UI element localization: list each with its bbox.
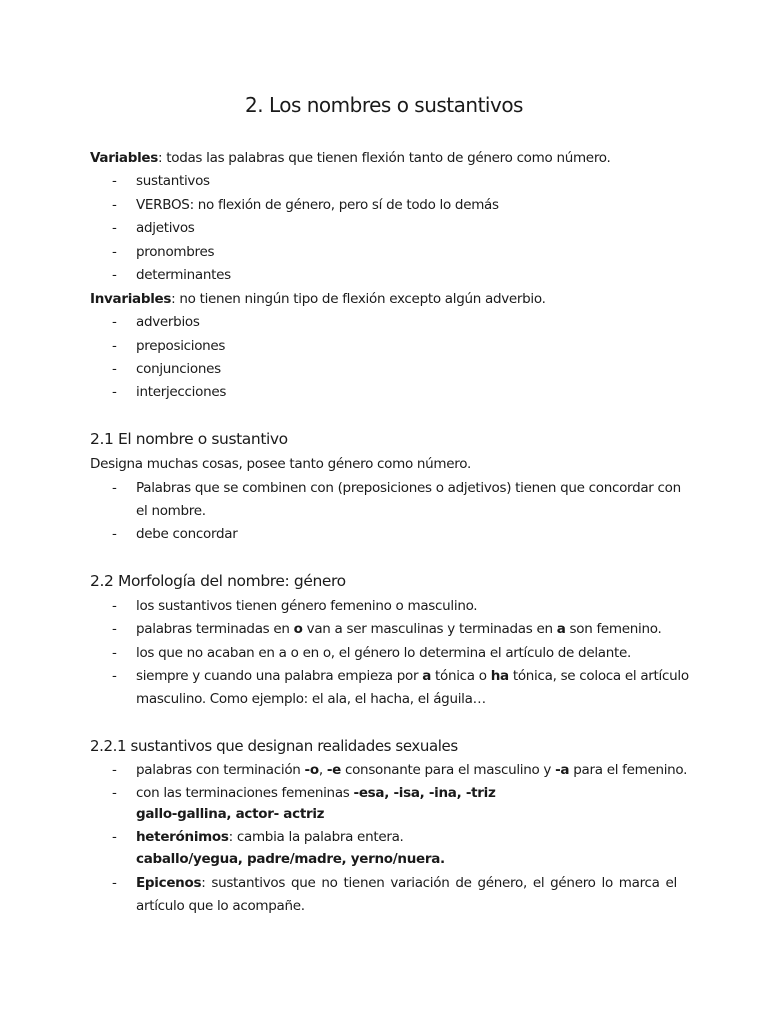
- bullet-dash: -: [112, 621, 117, 637]
- list-item: preposiciones: [136, 338, 226, 354]
- bullet-dash: -: [112, 267, 117, 283]
- variables-definition: [90, 150, 610, 166]
- variables-term: Variables: [90, 150, 158, 166]
- section-2-1-intro: Designa muchas cosas, posee tanto género como número.: [90, 456, 471, 472]
- list-item: [136, 668, 689, 684]
- bold-run: -o: [304, 762, 319, 778]
- list-item-continuation: masculino. Como ejemplo: el ala, el hacha, el águila…: [136, 691, 486, 707]
- bullet-dash: -: [112, 785, 117, 801]
- list-item: sustantivos: [136, 173, 210, 189]
- list-item-continuation: el nombre.: [136, 503, 206, 519]
- list-item: debe concordar: [136, 526, 238, 542]
- bold-run: caballo/yegua, padre/madre, yerno/nuera.: [136, 851, 445, 867]
- bullet-dash: -: [112, 338, 117, 354]
- section-heading-2-2-1: 2.2.1 sustantivos que designan realidades sexuales: [90, 737, 458, 755]
- invariables-term: Invariables: [90, 291, 172, 307]
- text-run: van a ser masculinas y terminadas en: [302, 621, 557, 637]
- bullet-dash: -: [112, 244, 117, 260]
- list-item: [136, 875, 677, 891]
- bullet-dash: -: [112, 314, 117, 330]
- bold-run: a: [556, 621, 566, 637]
- list-item: [136, 621, 661, 637]
- list-item: VERBOS: no flexión de género, pero sí de todo lo demás: [136, 197, 499, 213]
- bold-run: gallo-gallina, actor- actriz: [136, 806, 325, 822]
- list-item: conjunciones: [136, 361, 221, 377]
- bullet-dash: -: [112, 526, 117, 542]
- invariables-definition: [90, 291, 546, 307]
- list-item: adjetivos: [136, 220, 195, 236]
- list-item: pronombres: [136, 244, 215, 260]
- text-run: tónica o: [431, 668, 491, 684]
- bullet-dash: -: [112, 829, 117, 845]
- page-title: 2. Los nombres o sustantivos: [245, 93, 523, 117]
- bullet-dash: -: [112, 875, 117, 891]
- list-item: adverbios: [136, 314, 200, 330]
- text-run: palabras terminadas en: [136, 621, 294, 637]
- text-run: ,: [318, 762, 327, 778]
- list-item: [136, 829, 404, 845]
- section-heading-2-2: 2.2 Morfología del nombre: género: [90, 572, 346, 590]
- text-run: son femenino.: [565, 621, 662, 637]
- text-run: siempre y cuando una palabra empieza por: [136, 668, 423, 684]
- bullet-dash: -: [112, 668, 117, 684]
- text-run: : sustantivos que no tienen variación de género, el género lo marca el: [201, 875, 677, 891]
- text-run: consonante para el masculino y: [340, 762, 556, 778]
- bullet-dash: -: [112, 197, 117, 213]
- bullet-dash: -: [112, 598, 117, 614]
- bold-run: -e: [326, 762, 341, 778]
- text-run: : cambia la palabra entera.: [228, 829, 404, 845]
- list-item: Palabras que se combinen con (preposiciones o adjetivos) tienen que concordar con: [136, 480, 681, 496]
- bold-run: -a: [555, 762, 570, 778]
- bold-run: -esa, -isa, -ina, -triz: [353, 785, 496, 801]
- invariables-desc: : no tienen ningún tipo de flexión excepto algún adverbio.: [171, 291, 546, 307]
- bold-run: a: [422, 668, 432, 684]
- variables-desc: : todas las palabras que tienen flexión tanto de género como número.: [158, 150, 611, 166]
- bullet-dash: -: [112, 645, 117, 661]
- text-run: para el femenino.: [569, 762, 688, 778]
- bullet-dash: -: [112, 173, 117, 189]
- list-item: [136, 785, 496, 801]
- bold-run: o: [293, 621, 303, 637]
- section-heading-2-1: 2.1 El nombre o sustantivo: [90, 430, 288, 448]
- bold-run: heterónimos: [136, 829, 229, 845]
- list-item: los sustantivos tienen género femenino o masculino.: [136, 598, 478, 614]
- bullet-dash: -: [112, 762, 117, 778]
- text-run: palabras con terminación: [136, 762, 305, 778]
- list-item: interjecciones: [136, 384, 227, 400]
- text-run: tónica, se coloca el artículo: [508, 668, 689, 684]
- list-item: determinantes: [136, 267, 231, 283]
- bullet-dash: -: [112, 220, 117, 236]
- list-item-continuation: artículo que lo acompañe.: [136, 898, 305, 914]
- bold-run: ha: [490, 668, 509, 684]
- list-item: los que no acaban en a o en o, el género lo determina el artículo de delante.: [136, 645, 631, 661]
- bullet-dash: -: [112, 384, 117, 400]
- list-item: [136, 762, 687, 778]
- text-run: con las terminaciones femeninas: [136, 785, 354, 801]
- example-line: [136, 806, 324, 822]
- bullet-dash: -: [112, 480, 117, 496]
- bullet-dash: -: [112, 361, 117, 377]
- example-line: [136, 851, 445, 867]
- bold-run: Epicenos: [136, 875, 202, 891]
